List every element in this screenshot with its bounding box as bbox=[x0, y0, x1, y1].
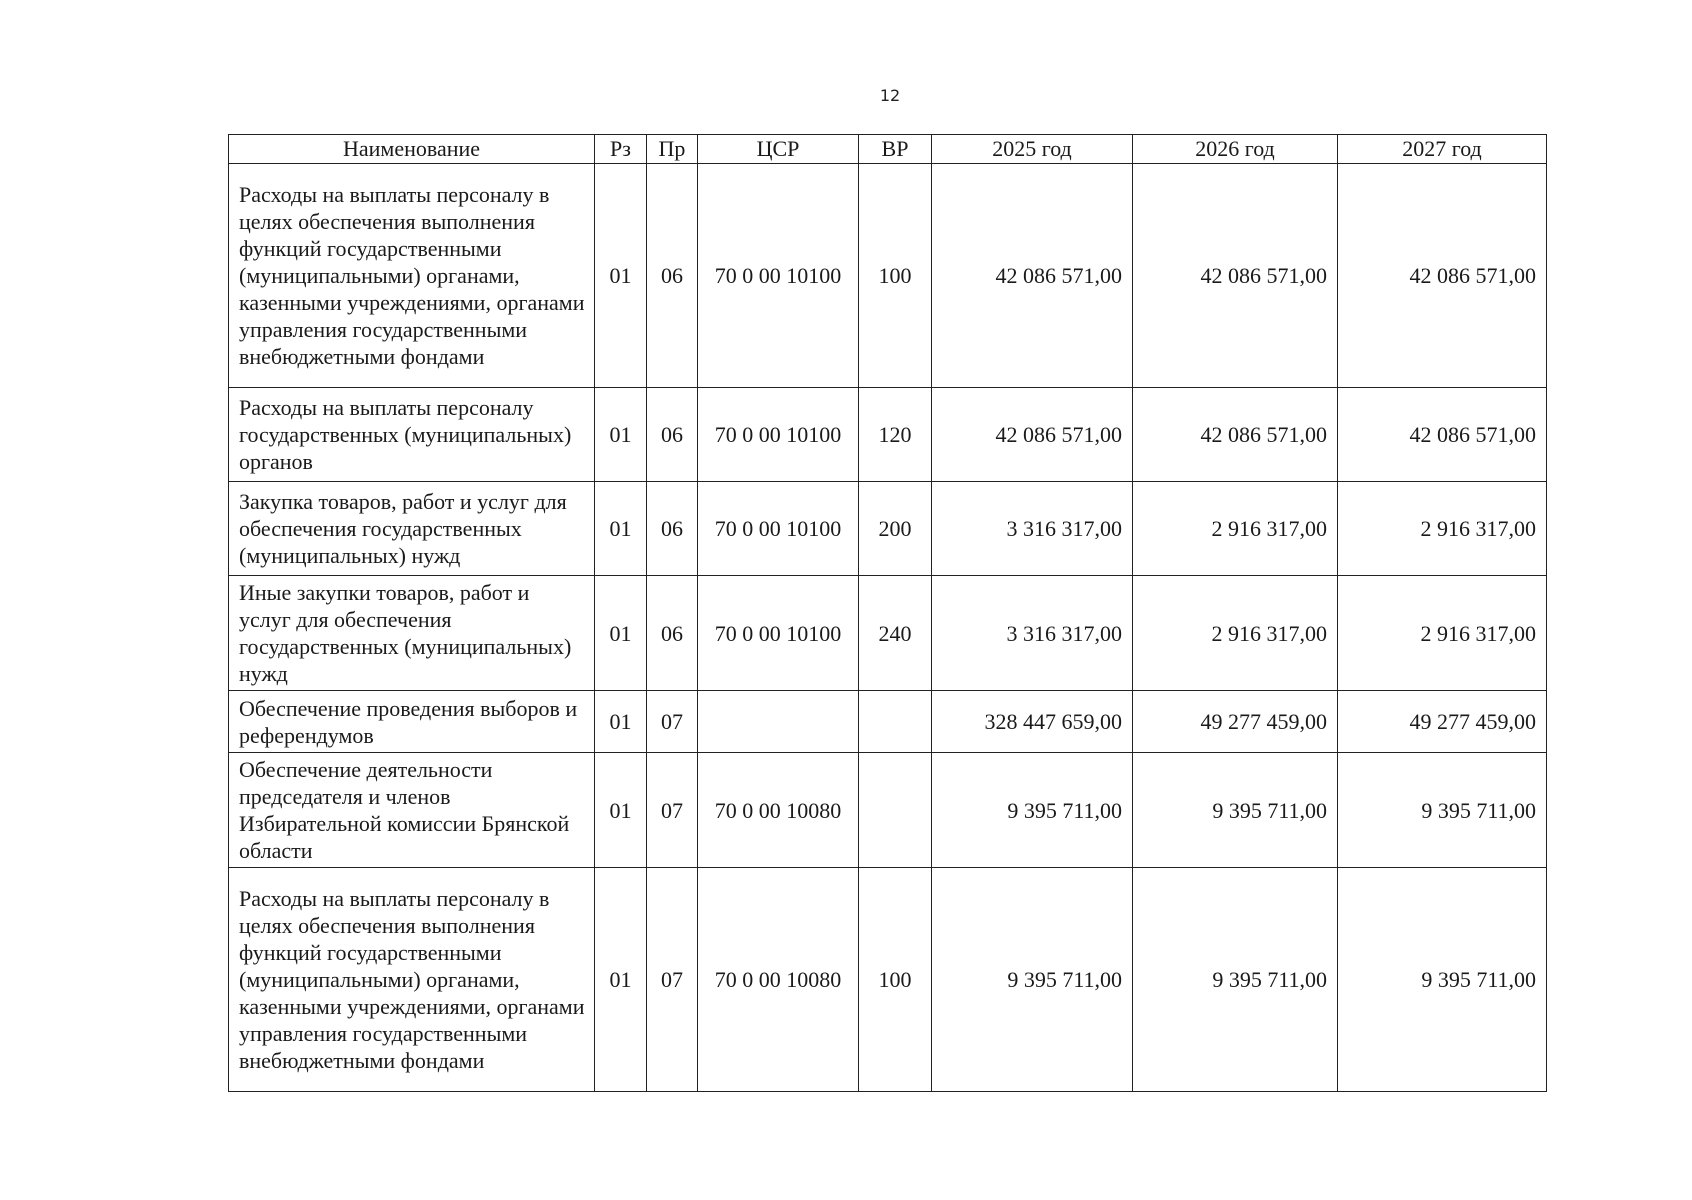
row-rz: 01 bbox=[595, 753, 647, 868]
row-pr: 07 bbox=[647, 868, 698, 1092]
header-2026: 2026 год bbox=[1133, 135, 1338, 164]
header-pr: Пр bbox=[647, 135, 698, 164]
row-amount-2025: 328 447 659,00 bbox=[932, 691, 1133, 753]
row-name: Расходы на выплаты персоналу в целях обеспечения выполнения функций государственными (муниципальными) органами, казенными учреждениями, органами управления государственными внебюджетными фондами bbox=[229, 868, 595, 1092]
table-row bbox=[229, 753, 1547, 868]
row-rz: 01 bbox=[595, 691, 647, 753]
row-amount-2027: 42 086 571,00 bbox=[1338, 388, 1547, 482]
row-amount-2027: 49 277 459,00 bbox=[1338, 691, 1547, 753]
header-2027: 2027 год bbox=[1338, 135, 1547, 164]
header-2025: 2025 год bbox=[932, 135, 1133, 164]
row-amount-2026: 42 086 571,00 bbox=[1133, 388, 1338, 482]
row-amount-2026: 2 916 317,00 bbox=[1133, 576, 1338, 691]
row-vr: 100 bbox=[859, 868, 932, 1092]
row-csr: 70 0 00 10100 bbox=[698, 576, 859, 691]
row-amount-2025: 9 395 711,00 bbox=[932, 868, 1133, 1092]
table-row bbox=[229, 388, 1547, 482]
row-name: Обеспечение деятельности председателя и членов Избирательной комиссии Брянской области bbox=[229, 753, 595, 868]
row-vr: 200 bbox=[859, 482, 932, 576]
row-vr: 120 bbox=[859, 388, 932, 482]
table-row bbox=[229, 164, 1547, 388]
row-name: Закупка товаров, работ и услуг для обеспечения государственных (муниципальных) нужд bbox=[229, 482, 595, 576]
budget-table bbox=[228, 134, 1547, 1092]
row-pr: 07 bbox=[647, 691, 698, 753]
row-pr: 06 bbox=[647, 482, 698, 576]
row-amount-2025: 9 395 711,00 bbox=[932, 753, 1133, 868]
row-vr: 240 bbox=[859, 576, 932, 691]
row-pr: 06 bbox=[647, 164, 698, 388]
row-pr: 06 bbox=[647, 388, 698, 482]
row-vr: 100 bbox=[859, 164, 932, 388]
row-csr: 70 0 00 10100 bbox=[698, 388, 859, 482]
header-rz: Рз bbox=[595, 135, 647, 164]
row-amount-2026: 9 395 711,00 bbox=[1133, 868, 1338, 1092]
row-amount-2027: 42 086 571,00 bbox=[1338, 164, 1547, 388]
header-vr: ВР bbox=[859, 135, 932, 164]
row-amount-2026: 9 395 711,00 bbox=[1133, 753, 1338, 868]
row-amount-2025: 3 316 317,00 bbox=[932, 576, 1133, 691]
row-rz: 01 bbox=[595, 576, 647, 691]
row-csr: 70 0 00 10100 bbox=[698, 164, 859, 388]
table-header-row bbox=[229, 135, 1547, 164]
row-amount-2027: 2 916 317,00 bbox=[1338, 576, 1547, 691]
table-row bbox=[229, 482, 1547, 576]
page-number: 12 bbox=[879, 86, 901, 105]
row-csr: 70 0 00 10080 bbox=[698, 868, 859, 1092]
row-vr bbox=[859, 691, 932, 753]
row-amount-2025: 42 086 571,00 bbox=[932, 164, 1133, 388]
row-rz: 01 bbox=[595, 388, 647, 482]
row-csr: 70 0 00 10080 bbox=[698, 753, 859, 868]
row-amount-2025: 3 316 317,00 bbox=[932, 482, 1133, 576]
table-row bbox=[229, 868, 1547, 1092]
row-amount-2027: 9 395 711,00 bbox=[1338, 868, 1547, 1092]
table-row bbox=[229, 576, 1547, 691]
row-amount-2027: 2 916 317,00 bbox=[1338, 482, 1547, 576]
header-name: Наименование bbox=[229, 135, 595, 164]
row-amount-2026: 49 277 459,00 bbox=[1133, 691, 1338, 753]
row-pr: 07 bbox=[647, 753, 698, 868]
row-name: Расходы на выплаты персоналу в целях обеспечения выполнения функций государственными (муниципальными) органами, казенными учреждениями, органами управления государственными внебюджетными фондами bbox=[229, 164, 595, 388]
row-amount-2025: 42 086 571,00 bbox=[932, 388, 1133, 482]
row-rz: 01 bbox=[595, 482, 647, 576]
row-amount-2027: 9 395 711,00 bbox=[1338, 753, 1547, 868]
header-csr: ЦСР bbox=[698, 135, 859, 164]
row-name: Обеспечение проведения выборов и референдумов bbox=[229, 691, 595, 753]
row-csr bbox=[698, 691, 859, 753]
table-row bbox=[229, 691, 1547, 753]
row-vr bbox=[859, 753, 932, 868]
row-rz: 01 bbox=[595, 164, 647, 388]
row-name: Иные закупки товаров, работ и услуг для обеспечения государственных (муниципальных) нужд bbox=[229, 576, 595, 691]
row-amount-2026: 42 086 571,00 bbox=[1133, 164, 1338, 388]
row-amount-2026: 2 916 317,00 bbox=[1133, 482, 1338, 576]
row-name: Расходы на выплаты персоналу государственных (муниципальных) органов bbox=[229, 388, 595, 482]
row-pr: 06 bbox=[647, 576, 698, 691]
row-rz: 01 bbox=[595, 868, 647, 1092]
row-csr: 70 0 00 10100 bbox=[698, 482, 859, 576]
